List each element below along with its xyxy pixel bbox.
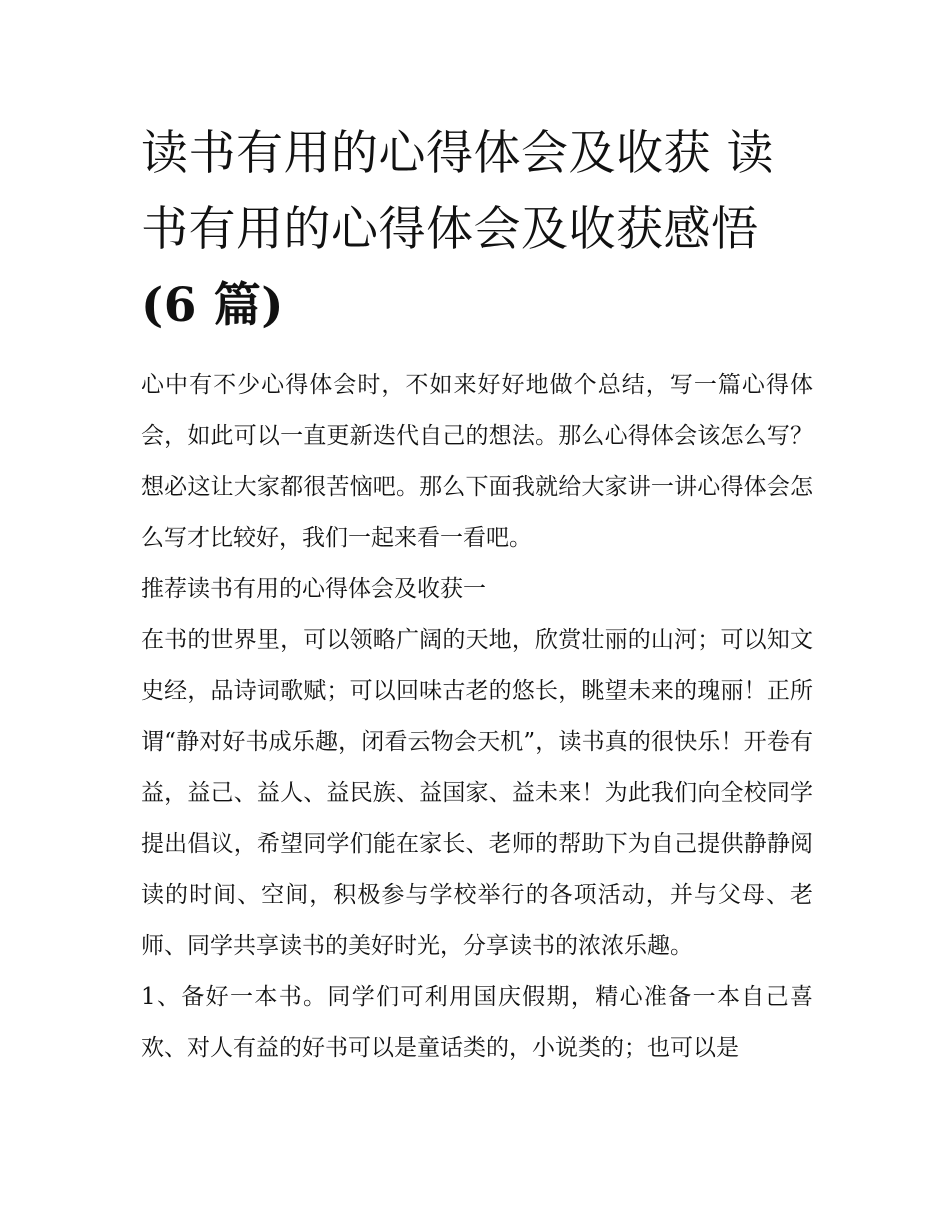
list-item-1: 1、备好一本书。同学们可利用国庆假期，精心准备一本自己喜欢、对人有益的好书可以是童话类的，小说类的；也可以是 xyxy=(141,984,813,1061)
document-content xyxy=(141,116,813,1074)
section-heading: 推荐读书有用的心得体会及收获一 xyxy=(141,576,486,602)
intro-paragraph: 心中有不少心得体会时，不如来好好地做个总结，写一篇心得体会，如此可以一直更新迭代自己的想法。那么心得体会该怎么写？想必这让大家都很苦恼吧。那么下面我就给大家讲一讲心得体会怎么写才比较好，我们一起来看一看吧。 xyxy=(141,372,813,551)
section-paragraph: 在书的世界里，可以领略广阔的天地，欣赏壮丽的山河；可以知文史经，品诗词歌赋；可以回味古老的悠长，眺望未来的瑰丽！正所谓“静对好书成乐趣，闭看云物会天机”，读书真的很快乐！开卷有益，益己、益人、益民族、益国家、益未来！为此我们向全校同学提出倡议，希望同学们能在家长、老师的帮助下为自己提供静静阅读的时间、空间，积极参与学校举行的各项活动，并与父母、老师、同学共享读书的美好时光，分享读书的浓浓乐趣。 xyxy=(141,627,813,959)
title-tail: (6 篇) xyxy=(141,278,285,333)
document-title xyxy=(141,116,813,344)
title-main: 读书有用的心得体会及收获 读书有用的心得体会及收获感悟 xyxy=(141,126,774,257)
